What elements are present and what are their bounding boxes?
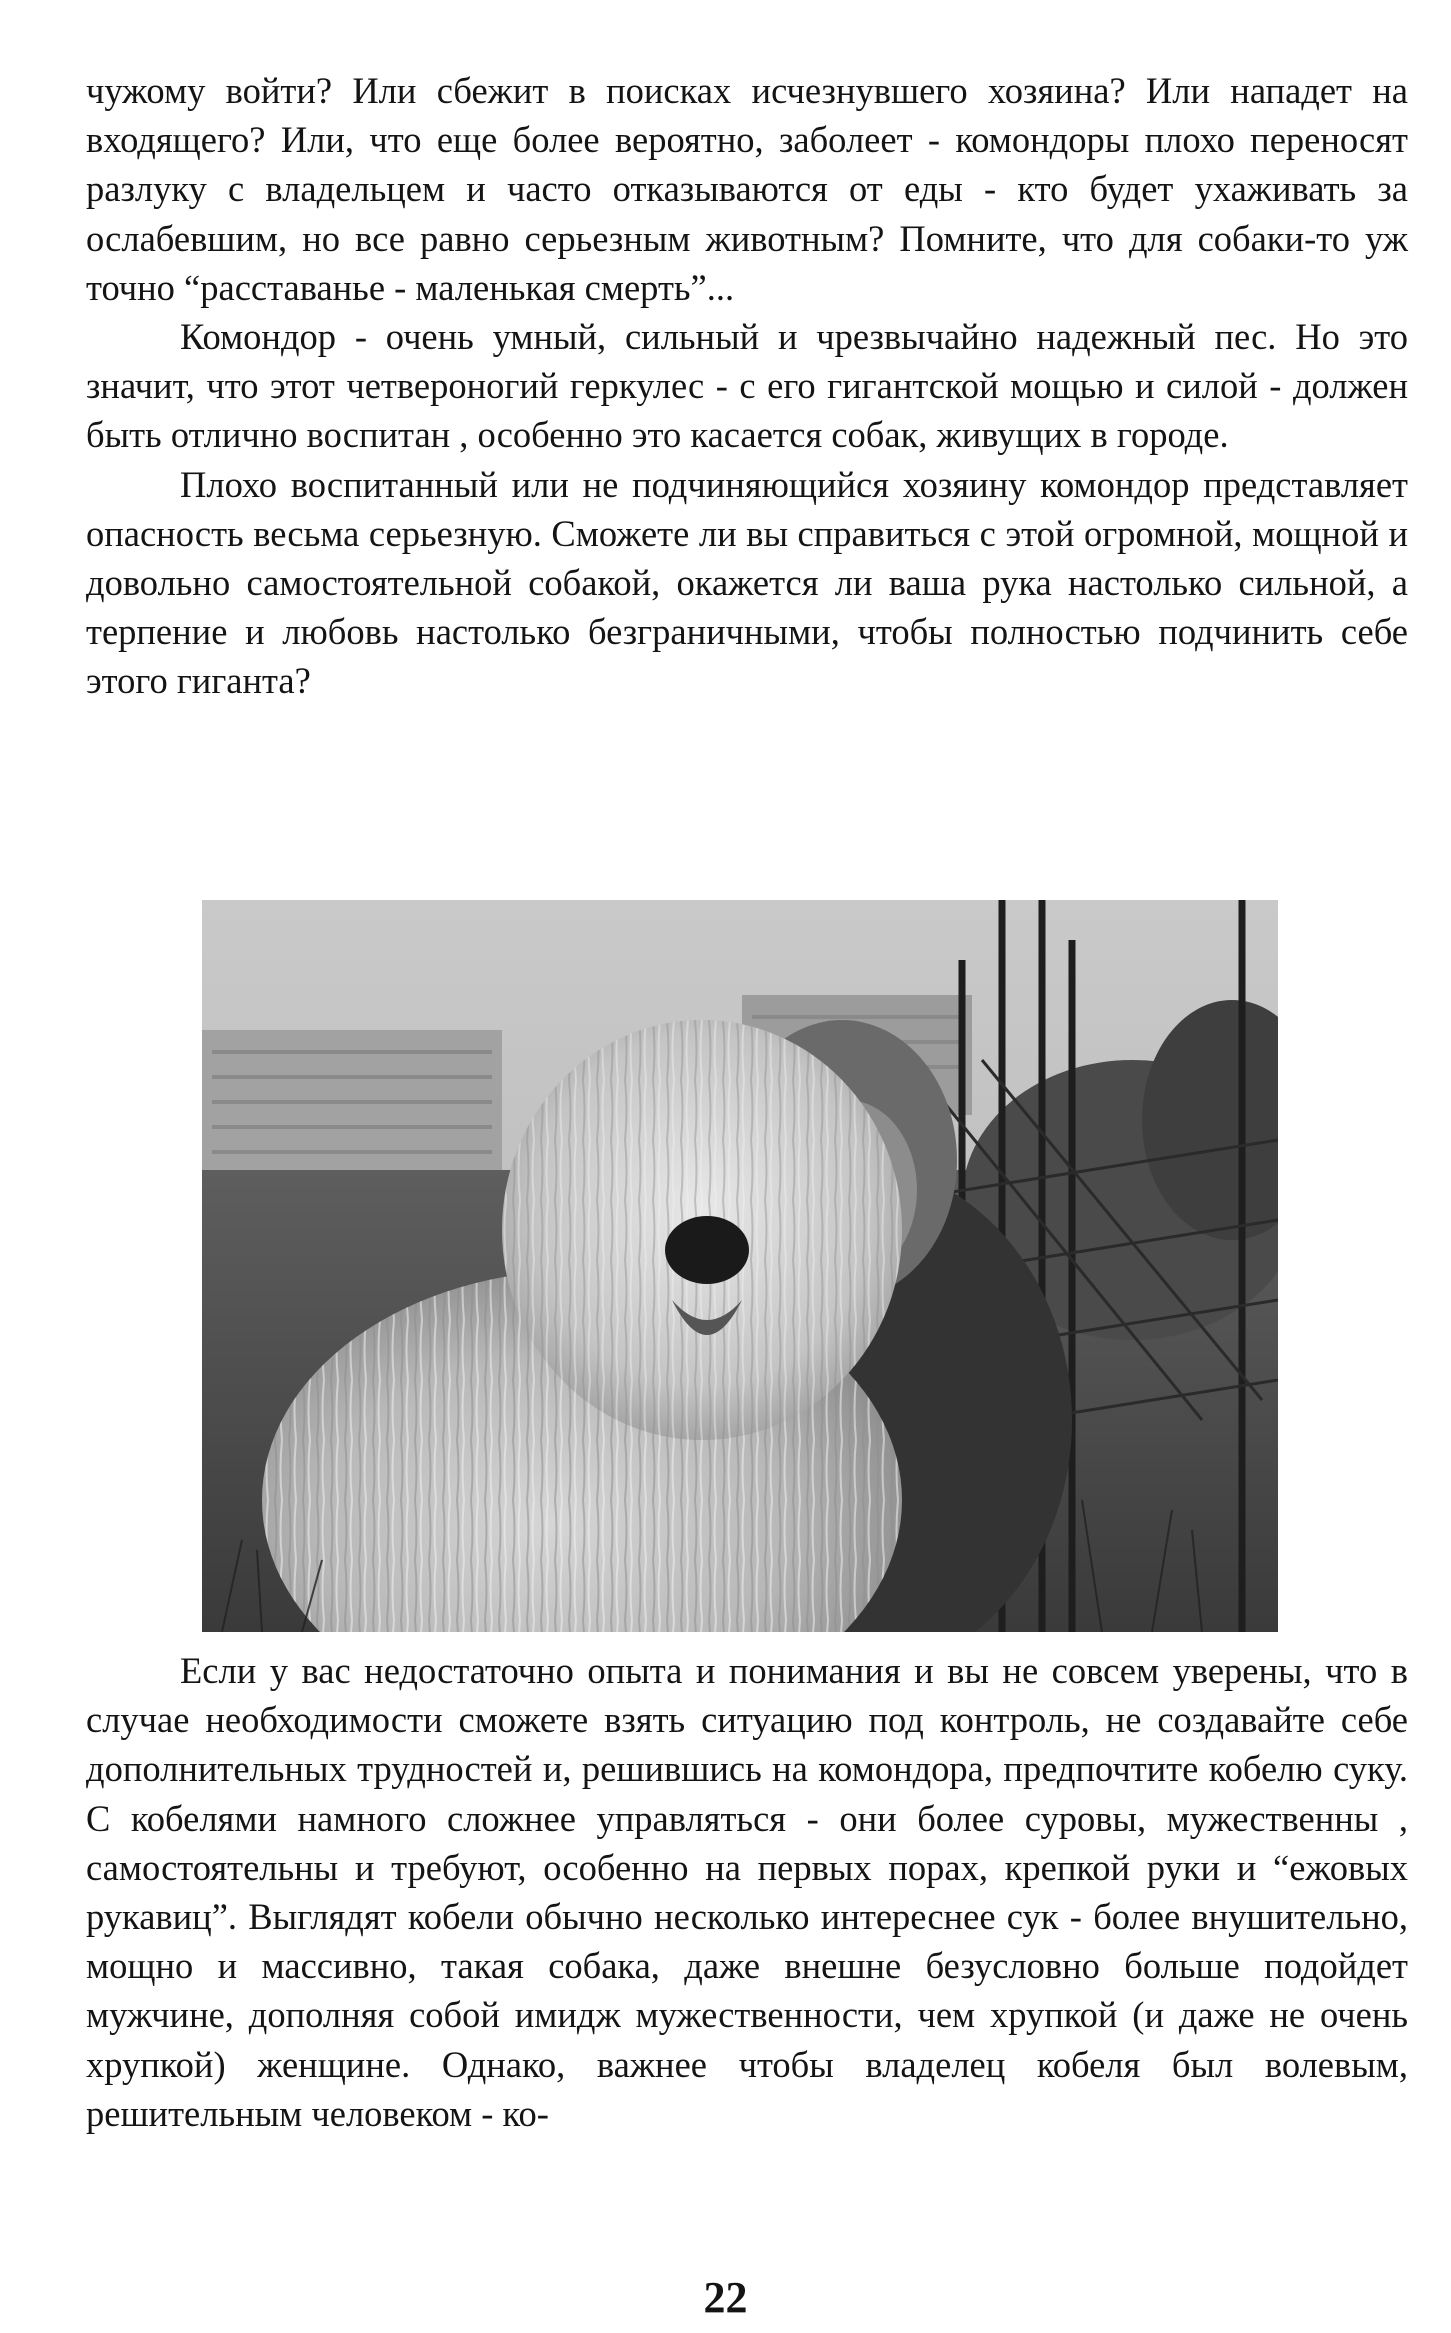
paragraph: Комондор - очень умный, сильный и чрезвычайно надежный пес. Но это значит, что этот четвероногий геркулес - с его гигантской мощью и силой - должен быть отлично воспитан , особенно это касается собак, живущих в городе. — [86, 316, 1408, 456]
paragraph: Плохо воспитанный или не подчиняющийся хозяину комондор представляет опасность весьма серьезную. Сможете ли вы справиться с этой огромной, мощной и довольно самостоятельной собакой, окажется ли ваша рука настолько сильной, а терпение и любовь настолько безграничными, чтобы полностью подчинить себе этого гиганта? — [86, 463, 1408, 702]
text-block-bottom — [86, 1646, 1408, 2138]
komondor-photo — [202, 900, 1278, 1632]
paragraph: Если у вас недостаточно опыта и понимания и вы не совсем уверены, что в случае необходимости сможете взять ситуацию под контроль, не создавайте себе дополнительных трудностей и, решившись на комондора, предпочтите кобелю суку. С кобелями намного сложнее управляться - они более суровы, мужественны , самостоятельны и требуют, особенно на первых порах, крепкой руки и “ежовых рукавиц”. Выглядят кобели обычно несколько интереснее сук - более внушительно, мощно и массивно, такая собака, даже внешне безусловно больше подойдет мужчине, дополняя собой имидж мужественности, чем хрупкой (и даже не очень хрупкой) женщине. Однако, важнее чтобы владелец кобеля был волевым, решительным человеком - ко- — [86, 1650, 1408, 2134]
page-number: 22 — [703, 2273, 748, 2322]
komondor-photo-image — [202, 900, 1278, 1632]
paragraph-continued: чужому войти? Или сбежит в поисках исчезнувшего хозяина? Или нападет на входящего? Или, что еще более вероятно, заболеет - комондоры плохо переносят разлуку с владельцем и часто отказываются от еды - кто будет ухаживать за ослабевшим, но все равно серьезным животным? Помните, что для собаки-то уж точно “расставанье - маленькая смерть”... — [86, 70, 1408, 308]
text-block-top — [86, 66, 1408, 706]
